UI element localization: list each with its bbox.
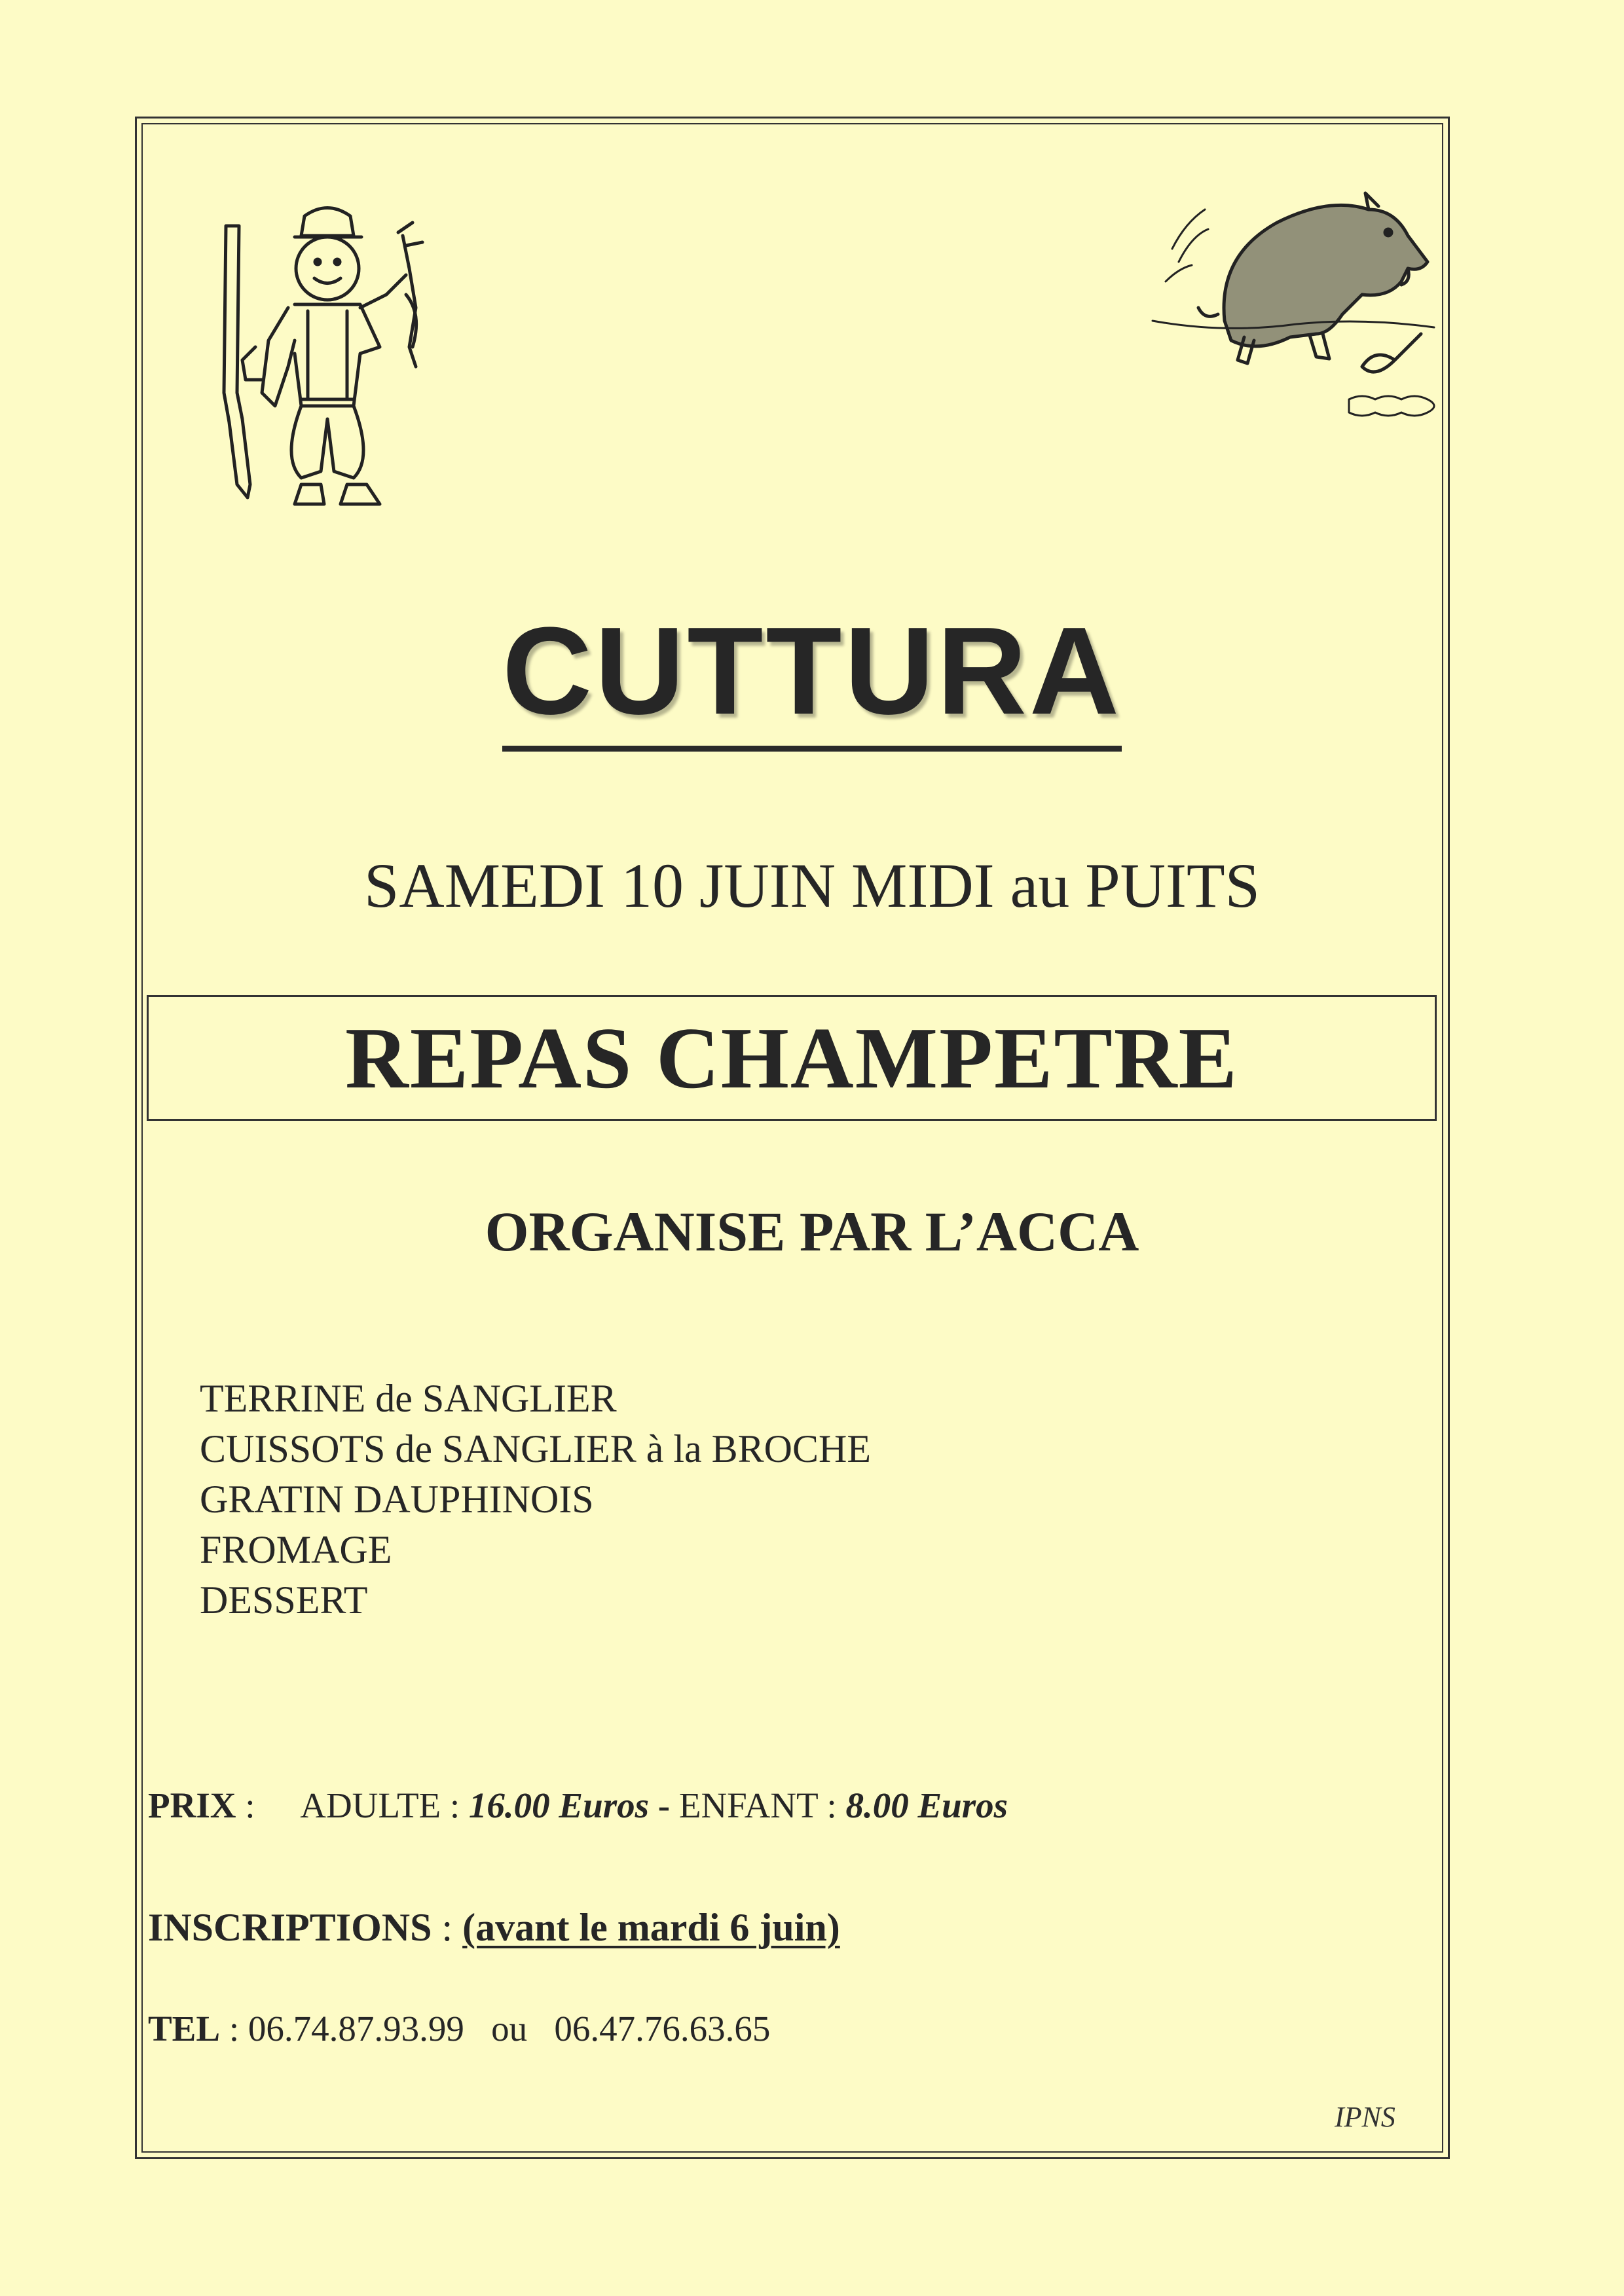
phone-separator: :	[220, 2009, 248, 2049]
registration-separator: :	[432, 1906, 463, 1949]
price-label: PRIX	[148, 1785, 236, 1825]
phone-number-1: 06.74.87.93.99	[248, 2009, 464, 2049]
price-line	[148, 1785, 1008, 1826]
menu-list	[200, 1374, 871, 1626]
hunter-illustration	[190, 196, 452, 537]
menu-item: GRATIN DAUPHINOIS	[200, 1478, 594, 1521]
registration-line	[148, 1905, 840, 1950]
registration-label: INSCRIPTIONS	[148, 1906, 432, 1949]
village-title-text: CUTTURA	[502, 602, 1122, 752]
organizer-line: ORGANISE PAR L’ACCA	[485, 1200, 1139, 1263]
registration-deadline: (avant le mardi 6 juin)	[462, 1906, 840, 1949]
event-banner-text: REPAS CHAMPETRE	[345, 1010, 1238, 1106]
child-label: ENFANT :	[678, 1785, 837, 1825]
menu-item: FROMAGE	[200, 1528, 392, 1571]
boar-illustration	[1146, 183, 1447, 445]
child-price: 8.00 Euros	[845, 1785, 1008, 1825]
phone-label: TEL	[148, 2009, 221, 2049]
village-title	[0, 602, 1624, 740]
menu-item: TERRINE de SANGLIER	[200, 1377, 617, 1420]
price-separator: :	[236, 1785, 255, 1825]
menu-item: DESSERT	[200, 1578, 368, 1622]
phone-line	[148, 2008, 770, 2049]
price-dash: -	[657, 1785, 671, 1825]
adult-price: 16.00 Euros	[468, 1785, 650, 1825]
event-banner	[147, 995, 1437, 1121]
menu-item: CUISSOTS de SANGLIER à la BROCHE	[200, 1427, 872, 1470]
phone-or: ou	[491, 2009, 528, 2049]
adult-label: ADULTE :	[300, 1785, 460, 1825]
phone-number-2: 06.47.76.63.65	[554, 2009, 771, 2049]
event-date-location: SAMEDI 10 JUIN MIDI au PUITS	[364, 850, 1260, 920]
ipns-footer: IPNS	[1335, 2101, 1395, 2133]
